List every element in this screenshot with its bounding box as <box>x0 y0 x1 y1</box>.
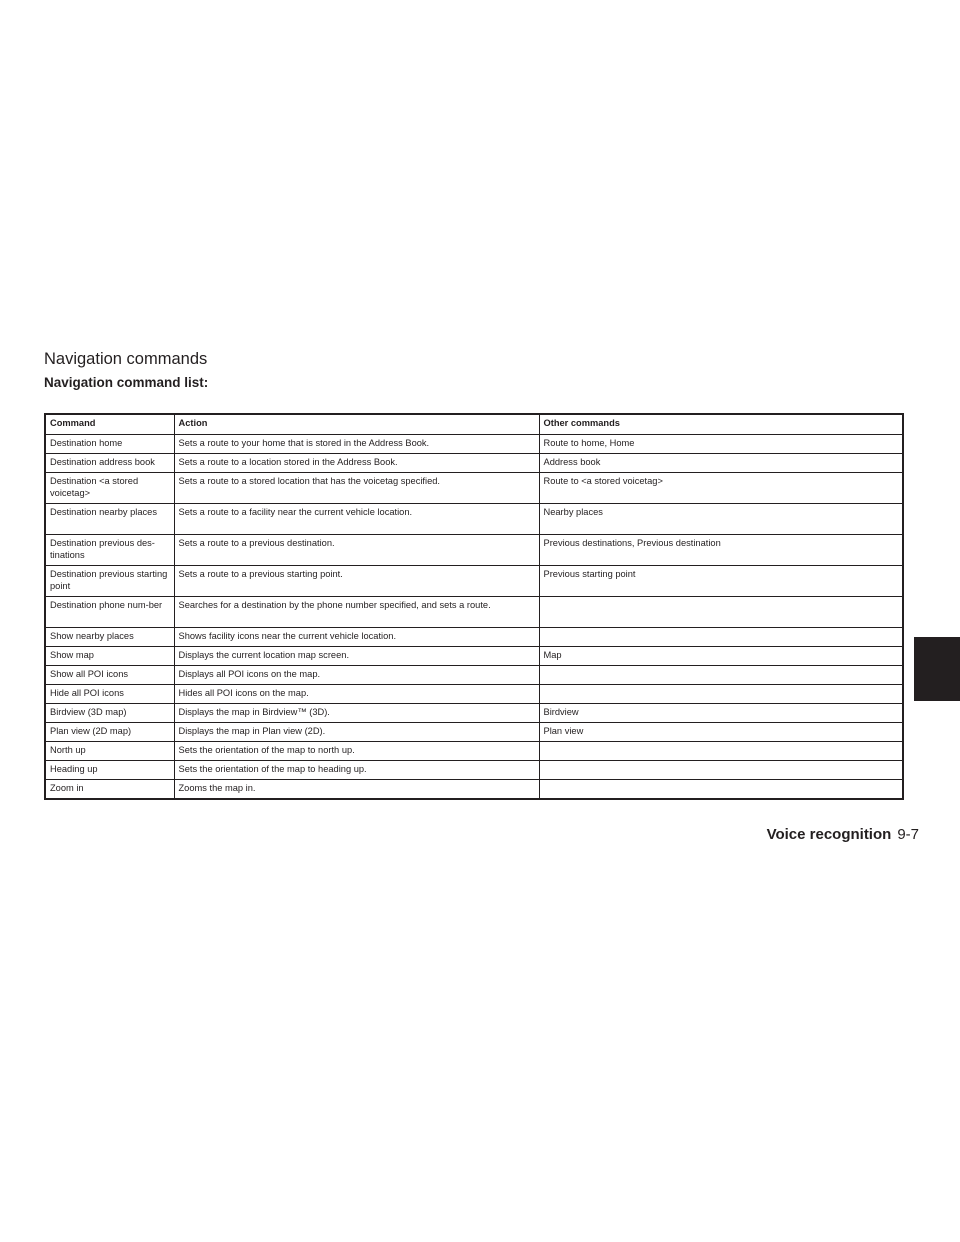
other-commands-cell: Previous destinations, Previous destination <box>539 535 903 566</box>
subsection-title: Navigation command list: <box>44 375 209 390</box>
command-cell: Heading up <box>45 761 174 780</box>
table-row <box>45 647 903 666</box>
command-cell: Destination previous des-tinations <box>45 535 174 566</box>
chapter-tab-marker <box>914 637 960 701</box>
other-commands-cell: Plan view <box>539 723 903 742</box>
action-cell: Zooms the map in. <box>174 780 539 800</box>
table-row <box>45 685 903 704</box>
table-row <box>45 435 903 454</box>
other-commands-cell: Nearby places <box>539 504 903 535</box>
action-cell: Sets a route to a facility near the current vehicle location. <box>174 504 539 535</box>
command-cell: Destination phone num-ber <box>45 597 174 628</box>
chapter-title: Voice recognition <box>766 826 892 843</box>
other-commands-cell: Map <box>539 647 903 666</box>
action-cell: Sets a route to a stored location that has the voicetag specified. <box>174 473 539 504</box>
section-title: Navigation commands <box>44 350 208 368</box>
action-cell: Sets a route to a previous destination. <box>174 535 539 566</box>
command-cell: Destination <a stored voicetag> <box>45 473 174 504</box>
action-cell: Displays all POI icons on the map. <box>174 666 539 685</box>
other-commands-cell <box>539 597 903 628</box>
other-commands-cell: Previous starting point <box>539 566 903 597</box>
table-header-row <box>45 414 903 435</box>
table-row <box>45 473 903 504</box>
command-cell: Show all POI icons <box>45 666 174 685</box>
action-cell: Displays the map in Plan view (2D). <box>174 723 539 742</box>
action-cell: Sets a route to your home that is stored in the Address Book. <box>174 435 539 454</box>
table-row <box>45 628 903 647</box>
action-cell: Hides all POI icons on the map. <box>174 685 539 704</box>
command-cell: Show map <box>45 647 174 666</box>
table-row <box>45 597 903 628</box>
action-cell: Sets a route to a previous starting point. <box>174 566 539 597</box>
navigation-command-table <box>44 413 904 800</box>
table-row <box>45 742 903 761</box>
table-row <box>45 723 903 742</box>
command-cell: Plan view (2D map) <box>45 723 174 742</box>
other-commands-cell <box>539 780 903 800</box>
page-number: 9-7 <box>897 826 919 843</box>
command-cell: Destination nearby places <box>45 504 174 535</box>
action-cell: Shows facility icons near the current vehicle location. <box>174 628 539 647</box>
other-commands-cell: Route to home, Home <box>539 435 903 454</box>
table-row <box>45 666 903 685</box>
table-row <box>45 704 903 723</box>
other-commands-cell <box>539 761 903 780</box>
other-commands-cell: Birdview <box>539 704 903 723</box>
column-header-other-commands: Other commands <box>539 414 903 435</box>
command-cell: Destination address book <box>45 454 174 473</box>
other-commands-cell: Address book <box>539 454 903 473</box>
action-cell: Sets the orientation of the map to north up. <box>174 742 539 761</box>
column-header-action: Action <box>174 414 539 435</box>
page-footer <box>767 826 919 843</box>
other-commands-cell: Route to <a stored voicetag> <box>539 473 903 504</box>
table-row <box>45 566 903 597</box>
command-cell: Destination home <box>45 435 174 454</box>
table-row <box>45 454 903 473</box>
action-cell: Sets a route to a location stored in the Address Book. <box>174 454 539 473</box>
table-row <box>45 761 903 780</box>
action-cell: Sets the orientation of the map to heading up. <box>174 761 539 780</box>
other-commands-cell <box>539 685 903 704</box>
action-cell: Searches for a destination by the phone number specified, and sets a route. <box>174 597 539 628</box>
table-row <box>45 780 903 800</box>
column-header-command: Command <box>45 414 174 435</box>
table-row <box>45 504 903 535</box>
command-cell: Birdview (3D map) <box>45 704 174 723</box>
action-cell: Displays the current location map screen. <box>174 647 539 666</box>
command-cell: Destination previous starting point <box>45 566 174 597</box>
table-row <box>45 535 903 566</box>
command-cell: Hide all POI icons <box>45 685 174 704</box>
command-cell: Show nearby places <box>45 628 174 647</box>
other-commands-cell <box>539 666 903 685</box>
command-cell: North up <box>45 742 174 761</box>
command-cell: Zoom in <box>45 780 174 800</box>
action-cell: Displays the map in Birdview™ (3D). <box>174 704 539 723</box>
other-commands-cell <box>539 628 903 647</box>
other-commands-cell <box>539 742 903 761</box>
